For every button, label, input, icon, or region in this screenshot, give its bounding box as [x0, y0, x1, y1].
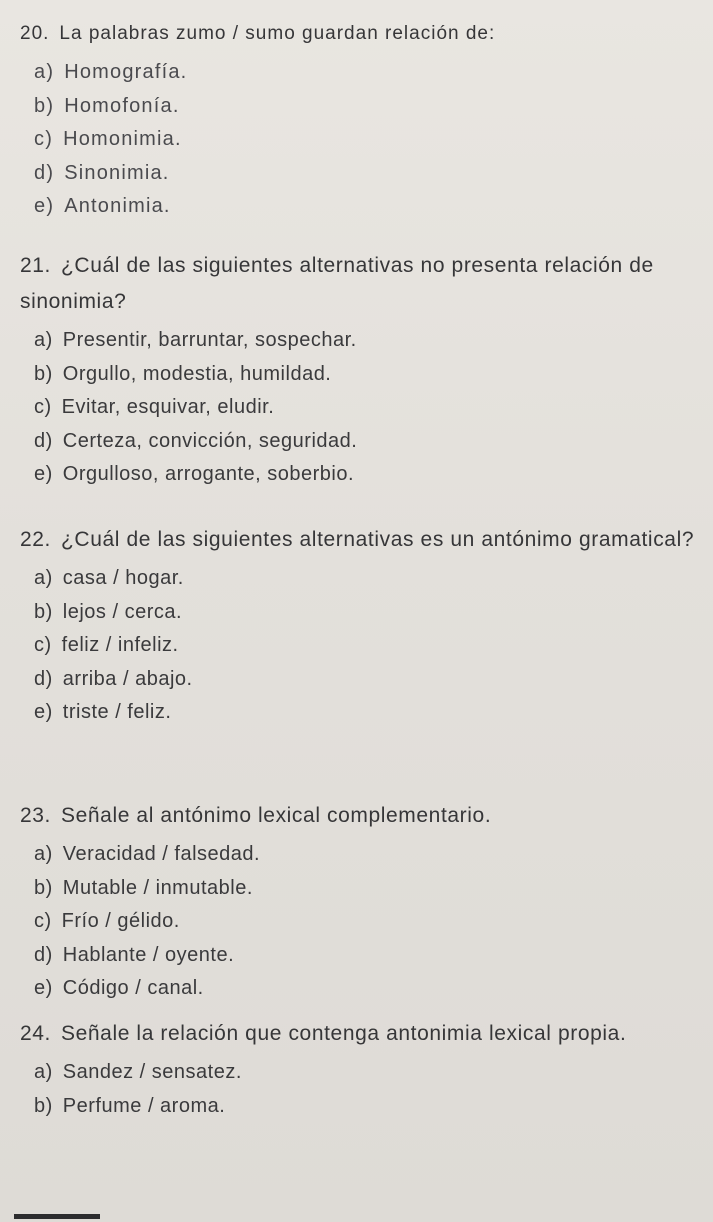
- option-text: Homofonía.: [64, 94, 180, 117]
- option-b: [34, 596, 700, 630]
- option-text: Veracidad / falsedad.: [62, 843, 261, 865]
- option-c: [34, 629, 700, 663]
- option-c: [34, 905, 700, 939]
- option-letter: b): [34, 600, 53, 623]
- option-e: [34, 190, 700, 224]
- option-a: [34, 324, 700, 358]
- question-21-options: [20, 324, 700, 492]
- question-text: ¿Cuál de las siguientes alternativas es un antónimo gramatical?: [61, 528, 695, 551]
- option-e: [34, 458, 700, 492]
- option-a: [34, 1056, 700, 1090]
- option-c: [34, 391, 700, 425]
- question-text: Señale la relación que contenga antonimia lexical propia.: [61, 1022, 627, 1045]
- page-edge-mark: [14, 1214, 100, 1219]
- question-23: [20, 798, 700, 1006]
- question-22-stem: [20, 522, 700, 558]
- option-text: casa / hogar.: [62, 567, 184, 589]
- option-text: Orgullo, modestia, humildad.: [62, 362, 332, 385]
- option-text: Certeza, convicción, seguridad.: [62, 429, 358, 452]
- option-letter: c): [34, 396, 52, 418]
- question-24-stem: [20, 1016, 700, 1052]
- option-letter: e): [34, 463, 53, 485]
- option-d: [34, 425, 700, 459]
- question-20-stem: [20, 16, 700, 52]
- option-letter: b): [34, 94, 55, 117]
- option-letter: d): [34, 161, 55, 184]
- question-number: 21.: [20, 254, 51, 277]
- option-b: [34, 90, 700, 124]
- option-letter: e): [34, 701, 53, 723]
- question-text: Señale al antónimo lexical complementario.: [61, 804, 492, 827]
- option-letter: c): [34, 634, 52, 656]
- question-number: 20.: [20, 23, 50, 44]
- option-d: [34, 663, 700, 697]
- option-letter: c): [34, 910, 52, 932]
- option-text: arriba / abajo.: [62, 667, 193, 690]
- option-letter: a): [34, 843, 53, 865]
- question-23-stem: [20, 798, 700, 834]
- option-text: Perfume / aroma.: [62, 1094, 226, 1117]
- option-text: lejos / cerca.: [62, 600, 183, 623]
- option-text: Mutable / inmutable.: [62, 876, 253, 899]
- option-text: Frío / gélido.: [61, 910, 180, 932]
- question-22: [20, 522, 700, 730]
- option-text: Hablante / oyente.: [62, 943, 235, 966]
- option-text: Código / canal.: [62, 977, 204, 999]
- option-letter: b): [34, 362, 53, 385]
- question-number: 24.: [20, 1022, 51, 1045]
- option-text: Orgulloso, arrogante, soberbio.: [62, 463, 355, 485]
- option-text: Sandez / sensatez.: [62, 1061, 242, 1083]
- option-d: [34, 939, 700, 973]
- option-text: Presentir, barruntar, sospechar.: [62, 329, 357, 351]
- question-number: 22.: [20, 528, 51, 551]
- option-letter: a): [34, 329, 53, 351]
- option-text: Evitar, esquivar, eludir.: [61, 396, 275, 418]
- option-e: [34, 972, 700, 1006]
- question-20-options: [20, 56, 700, 224]
- option-text: feliz / infeliz.: [61, 634, 179, 656]
- option-letter: e): [34, 195, 55, 217]
- option-letter: a): [34, 1061, 53, 1083]
- option-letter: b): [34, 1094, 53, 1117]
- option-text: triste / feliz.: [62, 701, 172, 723]
- question-22-options: [20, 562, 700, 730]
- option-e: [34, 696, 700, 730]
- option-b: [34, 1090, 700, 1124]
- question-24: [20, 1016, 700, 1123]
- option-letter: c): [34, 128, 54, 150]
- question-21-stem: [20, 248, 700, 320]
- option-text: Sinonimia.: [64, 161, 170, 184]
- question-20: [20, 16, 700, 224]
- option-a: [34, 562, 700, 596]
- option-b: [34, 872, 700, 906]
- option-letter: d): [34, 943, 53, 966]
- question-21: [20, 248, 700, 492]
- option-letter: e): [34, 977, 53, 999]
- option-text: Homografía.: [64, 61, 188, 83]
- question-23-options: [20, 838, 700, 1006]
- option-b: [34, 358, 700, 392]
- option-a: [34, 838, 700, 872]
- question-number: 23.: [20, 804, 51, 827]
- option-letter: b): [34, 876, 53, 899]
- option-a: [34, 56, 700, 90]
- option-d: [34, 157, 700, 191]
- question-24-options: [20, 1056, 700, 1123]
- option-text: Antonimia.: [64, 195, 171, 217]
- option-letter: d): [34, 667, 53, 690]
- question-text: ¿Cuál de las siguientes alternativas no presenta relación de sinonimia?: [20, 254, 654, 313]
- question-text: La palabras zumo / sumo guardan relación de:: [59, 23, 496, 44]
- option-letter: a): [34, 61, 55, 83]
- option-letter: a): [34, 567, 53, 589]
- option-text: Homonimia.: [63, 128, 182, 150]
- option-c: [34, 123, 700, 157]
- option-letter: d): [34, 429, 53, 452]
